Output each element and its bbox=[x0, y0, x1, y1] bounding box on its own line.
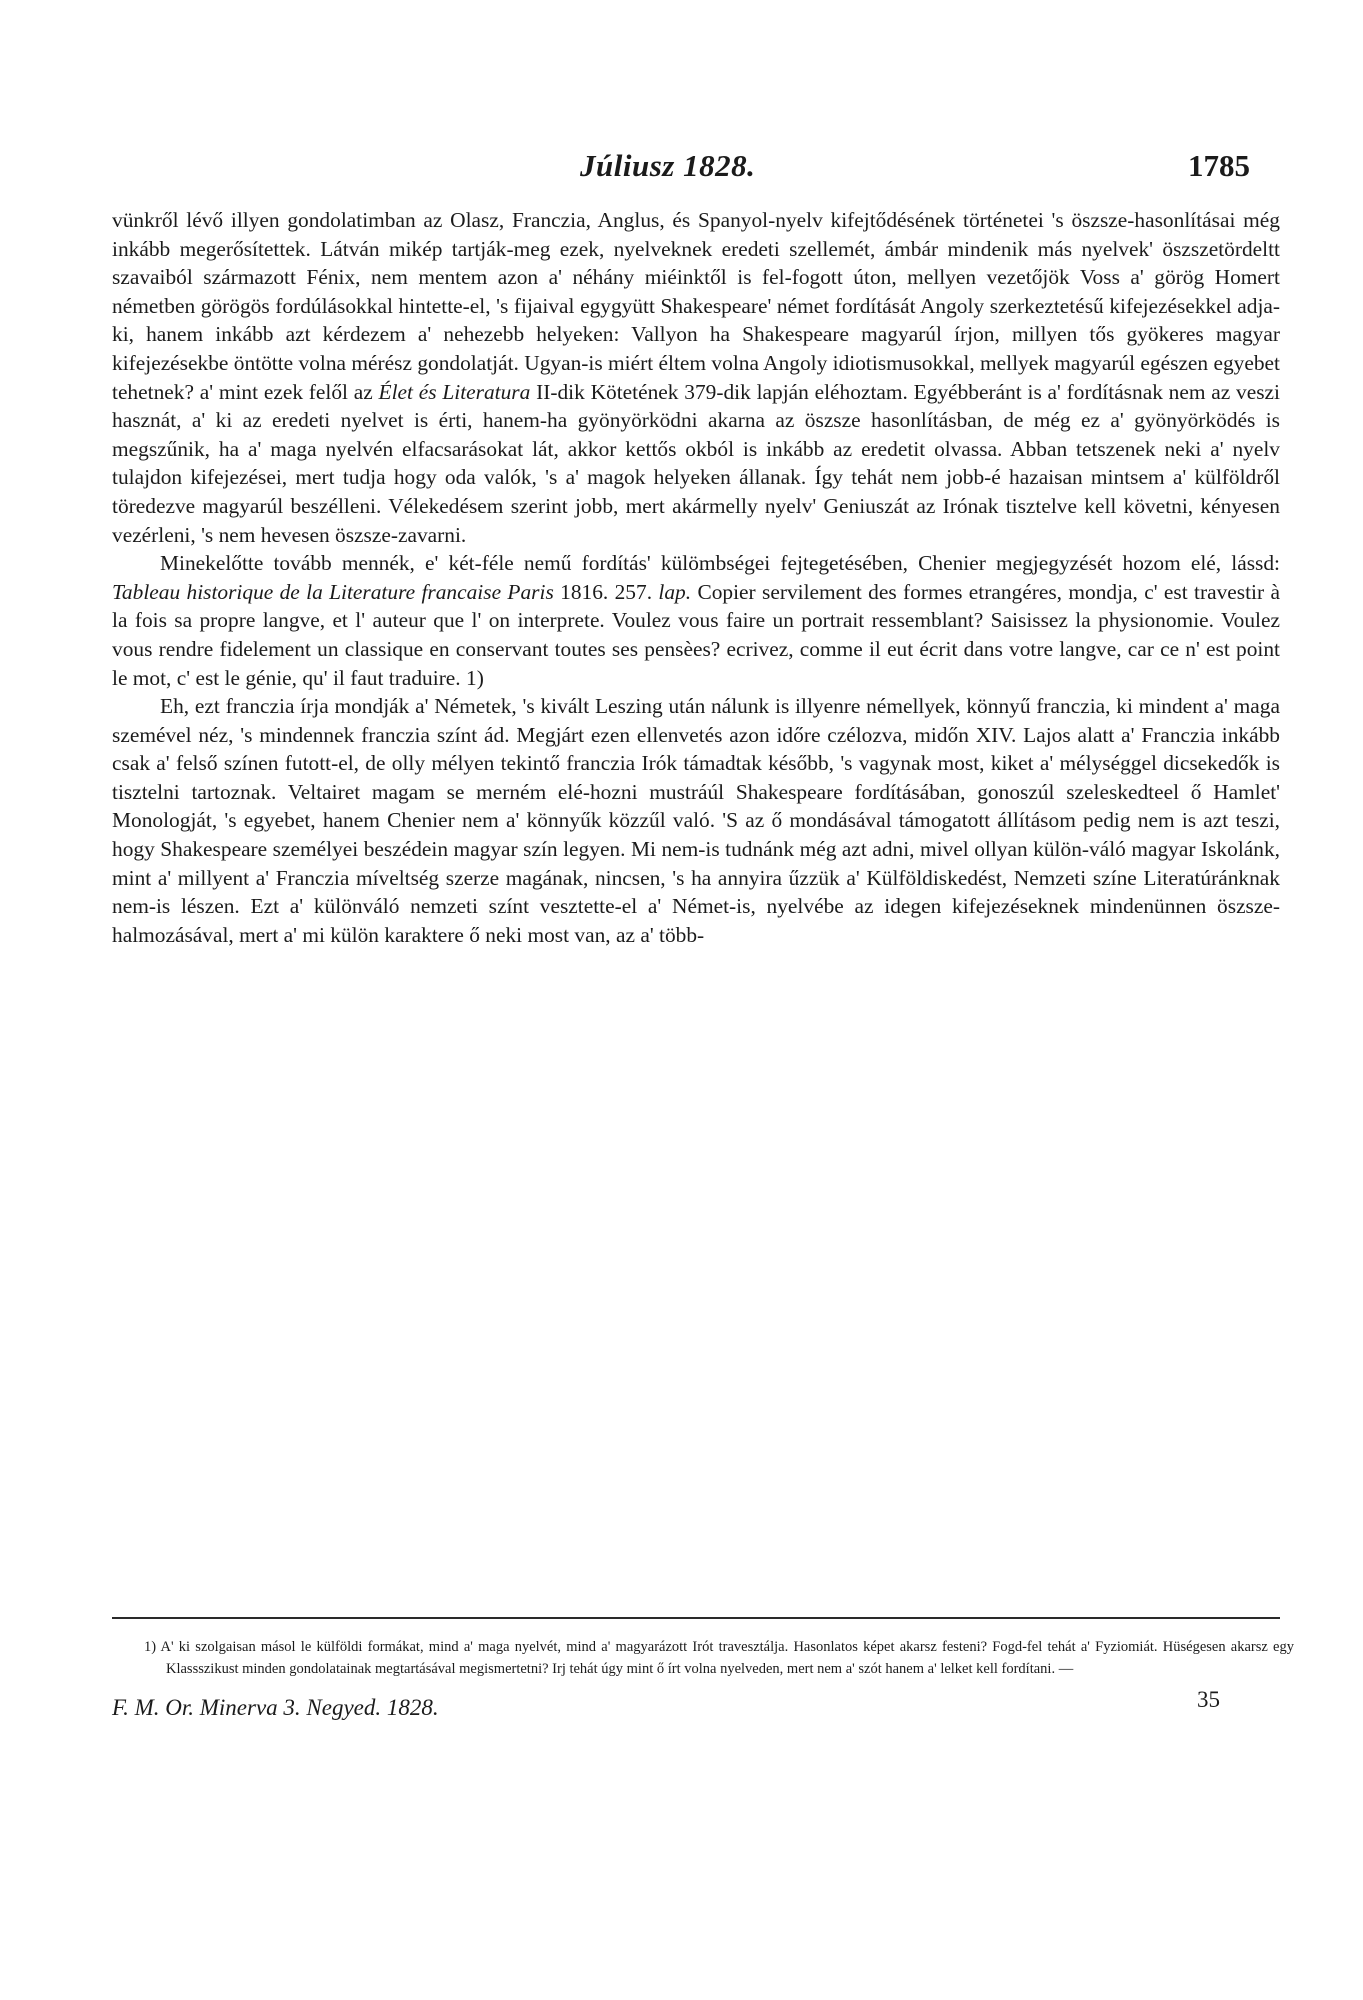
page-header bbox=[112, 148, 1280, 188]
paragraph-text: Copier servilement des formes etrangéres, mondja, c' est travestir à la fois sa propre langve, et l' auteur que l' on interprete. Voulez vous faire un portrait ressemblant? Saisissez la physionomie. Voulez vous rendre fidelement un classique en conservant toutes ses pensèes? ecrivez, comme il eut écrit dans votre langve, car ce n' est point le mot, c' est le génie, qu' il faut traduire. 1) bbox=[112, 579, 1280, 690]
footnote: 1) A' ki szolgaisan másol le külföldi formákat, mind a' maga nyelvét, mind a' magyarázott Irót travesztálja. Hasonlatos képet akarsz festeni? Fogd-fel tehát a' Fyziomiát. Hüségesen akarsz egy Klassszikust minden gondolatainak megtartásával megismertetni? Irj tehát úgy mint ő írt volna nyelveden, mert nem a' szót hanem a' lelket kell fordítani. — bbox=[144, 1639, 1294, 1677]
footnote-divider bbox=[112, 1617, 1280, 1619]
paragraph bbox=[112, 549, 1280, 692]
paragraph bbox=[112, 692, 1280, 949]
page-footer bbox=[112, 1687, 1280, 1729]
paragraph bbox=[112, 206, 1280, 549]
signature-number: 35 bbox=[1197, 1687, 1220, 1712]
italic-text: lap. bbox=[658, 579, 692, 604]
document-page bbox=[112, 0, 1294, 2000]
paragraph-text: II-dik Kötetének 379-dik lapján eléhoztam. Egyébberánt is a' fordításnak nem az veszi hasznát, a' ki az eredeti nyelvet is érti, hanem-ha gyönyörködni akarna az öszsze hasonlításban, de még ez a' gyönyörködés is megszűnik, ha a' maga nyelvén elfacsarásokat lát, akkor kettős okból is inkább az eredetit olvassa. Abban tetszenek neki a' nyelv tulajdon kifejezései, mert tudja hogy oda valók, 's a' magok helyeken állanak. Így tehát nem jobb-é hazaisan mintsem a' külföldről töredezve magyarúl beszélleni. Vélekedésem szerint jobb, mert akármelly nyelv' Geniuszát az Irónak tisztelve kell követni, kényesen vezérleni, 's nem hevesen öszsze-zavarni. bbox=[112, 379, 1280, 547]
header-date: Júliusz 1828. bbox=[580, 148, 756, 183]
paragraph-text: Eh, ezt franczia írja mondják a' Németek, 's kivált Leszing után nálunk is illyenre némellyek, könnyű franczia, ki mindent a' maga szemével néz, 's mindennek franczia színt ád. Megjárt ezen ellenvetés azon időre czélozva, midőn XIV. Lajos alatt a' Franczia inkább csak a' felső színen futott-el, de olly mélyen tekintő franczia Irók támadtak később, 's vagynak most, kiket a' mélységgel dicsekedők is tisztelni tartoznak. Veltairet magam se merném elé-hozni mustráúl Shakespeare fordításában, gonoszúl szeleskedteel ő Hamlet' Monologját, 's egyebet, hanem Chenier nem a' könnyűk közzűl való. 'S az ő mondásával támogatott állításom pedig nem is azt teszi, hogy Shakespeare személyei beszédein magyar szín legyen. Mi nem-is tudnánk még azt adni, mivel ollyan külön-váló magyar Iskolánk, mint a' millyent a' Franczia míveltség szerze magának, nincsen, 's ha annyira űzzük a' Külföldiskedést, Nemzeti színe Literatúránknak nem-is lészen. Ezt a' különváló nemzeti színt vesztette-el a' Német-is, nyelvébe az idegen kifejezéseknek mindenünnen öszsze-halmozásával, mert a' mi külön karaktere ő neki most van, az a' több- bbox=[112, 694, 1280, 947]
paragraph-text: Minekelőtte tovább mennék, e' két-féle nemű fordítás' külömbségei fejtegetésében, Chenier megjegyzését hozom elé, lássd: bbox=[160, 551, 1280, 576]
italic-title: Tableau historique de la Literature francaise Paris bbox=[112, 579, 554, 604]
printer-signature: F. M. Or. Minerva 3. Negyed. 1828. bbox=[112, 1695, 439, 1720]
italic-title: Élet és Literatura bbox=[378, 379, 531, 404]
paragraph-text: vünkről lévő illyen gondolatimban az Olasz, Franczia, Anglus, és Spanyol-nyelv kifejtődésének történetei 's öszsze-hasonlításai még inkább megerősítettek. Látván mikép tartják-meg ezek, nyelveknek eredeti szellemét, ámbár mindenik más nyelvek' öszszetördeltt szavaiból származott Fénix, nem mentem azon a' néhány miéinktől is fel-fogott úton, mellyen vezetőjök Voss a' görög Homert németben görögös fordúlásokkal hintette-el, 's fijaival egygyütt Shakespeare' német fordítását Angoly szerkeztetésű kifejezésekkel adja-ki, hanem inkább azt kérdezem a' nehezebb helyeken: Vallyon ha Shakespeare magyarúl írjon, millyen tős gyökeres magyar kifejezésekbe öntötte volna mérész gondolatját. Ugyan-is miért éltem volna Angoly idiotismusokkal, mellyek magyarúl egészen egyebet tehetnek? a' mint ezek felől az bbox=[112, 208, 1280, 404]
page-number: 1785 bbox=[1188, 148, 1250, 183]
paragraph-text: 1816. 257. bbox=[560, 579, 653, 604]
main-text bbox=[112, 206, 1280, 949]
